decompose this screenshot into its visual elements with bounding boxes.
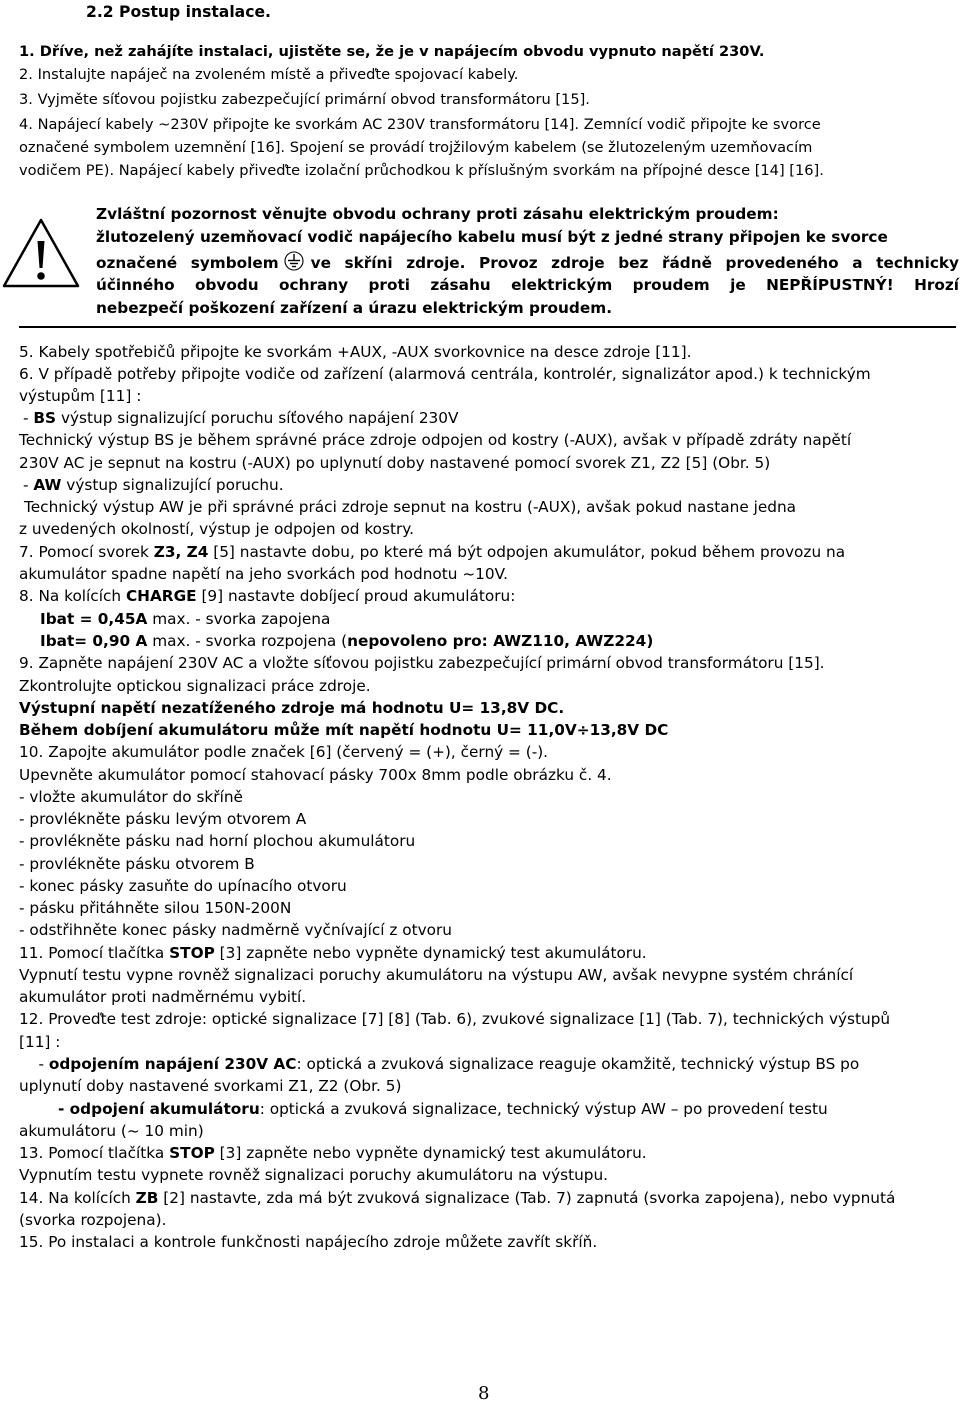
step-12-line-1: 12. Proveďte test zdroje: optické signalizace [7] [8] (Tab. 6), zvukové signalizace [1] (Tab. 7), technických výstupů — [19, 1010, 891, 1028]
step-11-c: [3] zapněte nebo vypněte dynamický test akumulátoru. — [214, 944, 647, 962]
ibat-1-desc: max. - svorka zapojena — [147, 610, 331, 628]
step-13-c: [3] zapněte nebo vypněte dynamický test akumulátoru. — [214, 1144, 647, 1162]
step-13-line-1 — [19, 1142, 647, 1164]
warning-line-1: Zvláštní pozornost věnujte obvodu ochrany proti zásahu elektrickým proudem: — [96, 205, 779, 223]
step-10-bullet-5: - konec pásky zasuňte do upínacího otvoru — [19, 877, 347, 895]
step-10-bullet-4: - provlékněte pásku otvorem B — [19, 855, 255, 873]
step-6-line-1: 6. V případě potřeby připojte vodiče od zařízení (alarmová centrála, kontrolér, signalizátor apod.) k technickým — [19, 365, 871, 383]
step-12-line-2: [11] : — [19, 1033, 61, 1051]
step-8 — [19, 585, 515, 607]
ibat-2-desc: max. - svorka rozpojena ( — [147, 632, 348, 650]
ibat-2-note: nepovoleno pro: AWZ110, AWZ224) — [347, 632, 654, 650]
step-10-line-2: Upevněte akumulátor pomocí stahovací pásky 700x 8mm podle obrázku č. 4. — [19, 766, 612, 784]
step-9-line-1: 9. Zapněte napájení 230V AC a vložte síťovou pojistku zabezpečující primární obvod transformátoru [15]. — [19, 654, 825, 672]
ibat-1-value: Ibat = 0,45A — [40, 610, 148, 628]
step-12-check-2-line-2: akumulátoru (~ 10 min) — [19, 1122, 204, 1140]
step-4-line-3: vodičem PE). Napájecí kabely přiveďte izolační průchodkou k příslušným svorkám na přípojné desce [14] [16]. — [19, 162, 824, 179]
bs-code: BS — [33, 409, 57, 427]
step-7-c: [5] nastavte dobu, po které má být odpojen akumulátor, pokud během provozu na — [208, 543, 846, 561]
step-10-bullet-7: - odstřihněte konec pásky nadměrně vyčnívající z otvoru — [19, 921, 452, 939]
ground-symbol-icon — [283, 251, 305, 271]
step-7-line-2: akumulátor spadne napětí na jeho svorkách pod hodnotu ~10V. — [19, 565, 508, 583]
step-8-b: CHARGE — [125, 587, 197, 605]
divider — [19, 326, 956, 328]
step-13-line-2: Vypnutím testu vypnete rovněž signalizaci poruchy akumulátoru na výstupu. — [19, 1166, 609, 1184]
step-10-bullet-2: - provlékněte pásku levým otvorem A — [19, 810, 307, 828]
step-14-line-2: (svorka rozpojena). — [19, 1211, 167, 1229]
ibat-line-1 — [40, 608, 330, 630]
step-11-line-2: Vypnutí testu vypne rovněž signalizaci poruchy akumulátoru na výstupu AW, avšak nevypne systém chránící — [19, 966, 854, 984]
step-9-line-4: Během dobíjení akumulátoru může mít napětí hodnotu U= 11,0V÷13,8V DC — [19, 721, 669, 739]
warning-line-4: účinného obvodu ochrany proti zásahu elektrickým proudem je NEPŘÍPUSTNÝ! Hrozí — [96, 276, 959, 294]
step-6-line-2: výstupům [11] : — [19, 387, 142, 405]
step-13-b: STOP — [169, 1144, 215, 1162]
ibat-2-value: Ibat= 0,90 A — [40, 632, 148, 650]
step-13-a: 13. Pomocí tlačítka — [19, 1144, 170, 1162]
step-1: 1. Dříve, než zahájíte instalaci, ujistěte se, že je v napájecím obvodu vypnuto napětí 230V. — [19, 43, 765, 60]
step-11-b: STOP — [169, 944, 215, 962]
step-9-line-3: Výstupní napětí nezatíženého zdroje má hodnotu U= 13,8V DC. — [19, 699, 565, 717]
step-12-check-1-line-2: uplynutí doby nastavené svorkami Z1, Z2 (Obr. 5) — [19, 1077, 402, 1095]
step-7-a: 7. Pomocí svorek — [19, 543, 154, 561]
step-8-a: 8. Na kolících — [19, 587, 126, 605]
step-10-bullet-6: - pásku přitáhněte silou 150N-200N — [19, 899, 292, 917]
page-number: 8 — [478, 1383, 490, 1404]
aw-code: AW — [33, 476, 62, 494]
step-14-c: [2] nastavte, zda má být zvuková signalizace (Tab. 7) zapnutá (svorka zapojena), nebo vypnutá — [158, 1189, 896, 1207]
aw-rest: výstup signalizující poruchu. — [61, 476, 284, 494]
warning-line-3 — [96, 251, 959, 275]
step-11-line-1 — [19, 942, 647, 964]
step-2: 2. Instalujte napáječ na zvoleném místě a přiveďte spojovací kabely. — [19, 66, 519, 83]
section-heading: 2.2 Postup instalace. — [86, 3, 271, 21]
step-14-b: ZB — [135, 1189, 159, 1207]
warning-line-2: žlutozelený uzemňovací vodič napájecího kabelu musí být z jedné strany připojen ke svorce — [96, 228, 888, 246]
ibat-line-2 — [40, 630, 653, 652]
warning-triangle-icon — [1, 217, 81, 289]
step-12-check-1-b: odpojením napájení 230V AC — [48, 1055, 297, 1073]
bs-rest: výstup signalizující poruchu síťového napájení 230V — [56, 409, 459, 427]
step-8-c: [9] nastavte dobíjecí proud akumulátoru: — [196, 587, 516, 605]
step-9-line-2: Zkontrolujte optickou signalizaci práce zdroje. — [19, 677, 371, 695]
step-12-check-1-a: - — [19, 1055, 49, 1073]
step-4-line-2: označené symbolem uzemnění [16]. Spojení se provádí trojžilovým kabelem (se žlutozeleným uzemňovacím — [19, 139, 813, 156]
step-10-line-1: 10. Zapojte akumulátor podle značek [6] (červený = (+), černý = (-). — [19, 743, 549, 761]
step-15: 15. Po instalaci a kontrole funkčnosti napájecího zdroje můžete zavřít skříň. — [19, 1233, 598, 1251]
bs-output-line — [23, 407, 458, 429]
aw-desc-line-1: Technický výstup AW je při správné práci zdroje sepnut na kostru (-AUX), avšak pokud nastane jedna — [24, 498, 797, 516]
step-10-bullet-3: - provlékněte pásku nad horní plochou akumulátoru — [19, 832, 416, 850]
step-14-line-1 — [19, 1187, 895, 1209]
bs-desc-line-1: Technický výstup BS je během správné práce zdroje odpojen od kostry (-AUX), avšak v případě zdráty napětí — [19, 431, 852, 449]
bs-prefix: - — [23, 409, 34, 427]
warning-line-3b: ve skříni zdroje. Provoz zdroje bez řádně provedeného a technicky — [310, 254, 959, 272]
step-7-line-1 — [19, 541, 845, 563]
step-3: 3. Vyjměte síťovou pojistku zabezpečující primární obvod transformátoru [15]. — [19, 91, 590, 108]
step-4-line-1: 4. Napájecí kabely ~230V připojte ke svorkám AC 230V transformátoru [14]. Zemnící vodič připojte ke svorce — [19, 116, 821, 133]
warning-line-3a: označené symbolem — [96, 254, 279, 272]
step-12-check-2-a: - odpojení akumulátoru — [58, 1100, 260, 1118]
step-12-check-2-b: : optická a zvuková signalizace, technický výstup AW – po provedení testu — [259, 1100, 828, 1118]
step-12-check-1 — [19, 1053, 859, 1075]
step-5: 5. Kabely spotřebičů připojte ke svorkám +AUX, -AUX svorkovnice na desce zdroje [11]. — [19, 343, 692, 361]
step-11-a: 11. Pomocí tlačítka — [19, 944, 170, 962]
aw-desc-line-2: z uvedených okolností, výstup je odpojen od kostry. — [19, 520, 414, 538]
aw-output-line — [23, 474, 284, 496]
step-7-b: Z3, Z4 — [153, 543, 209, 561]
step-10-bullet-1: - vložte akumulátor do skříně — [19, 788, 243, 806]
step-12-check-2 — [58, 1098, 828, 1120]
step-12-check-1-c: : optická a zvuková signalizace reaguje okamžitě, technický výstup BS po — [296, 1055, 860, 1073]
warning-line-5: nebezpečí poškození zařízení a úrazu elektrickým proudem. — [96, 299, 613, 317]
step-11-line-3: akumulátor proti nadměrnému vybití. — [19, 988, 307, 1006]
bs-desc-line-2: 230V AC je sepnut na kostru (-AUX) po uplynutí doby nastavené pomocí svorek Z1, Z2 [5] (Obr. 5) — [19, 454, 771, 472]
step-14-a: 14. Na kolících — [19, 1189, 136, 1207]
aw-prefix: - — [23, 476, 34, 494]
